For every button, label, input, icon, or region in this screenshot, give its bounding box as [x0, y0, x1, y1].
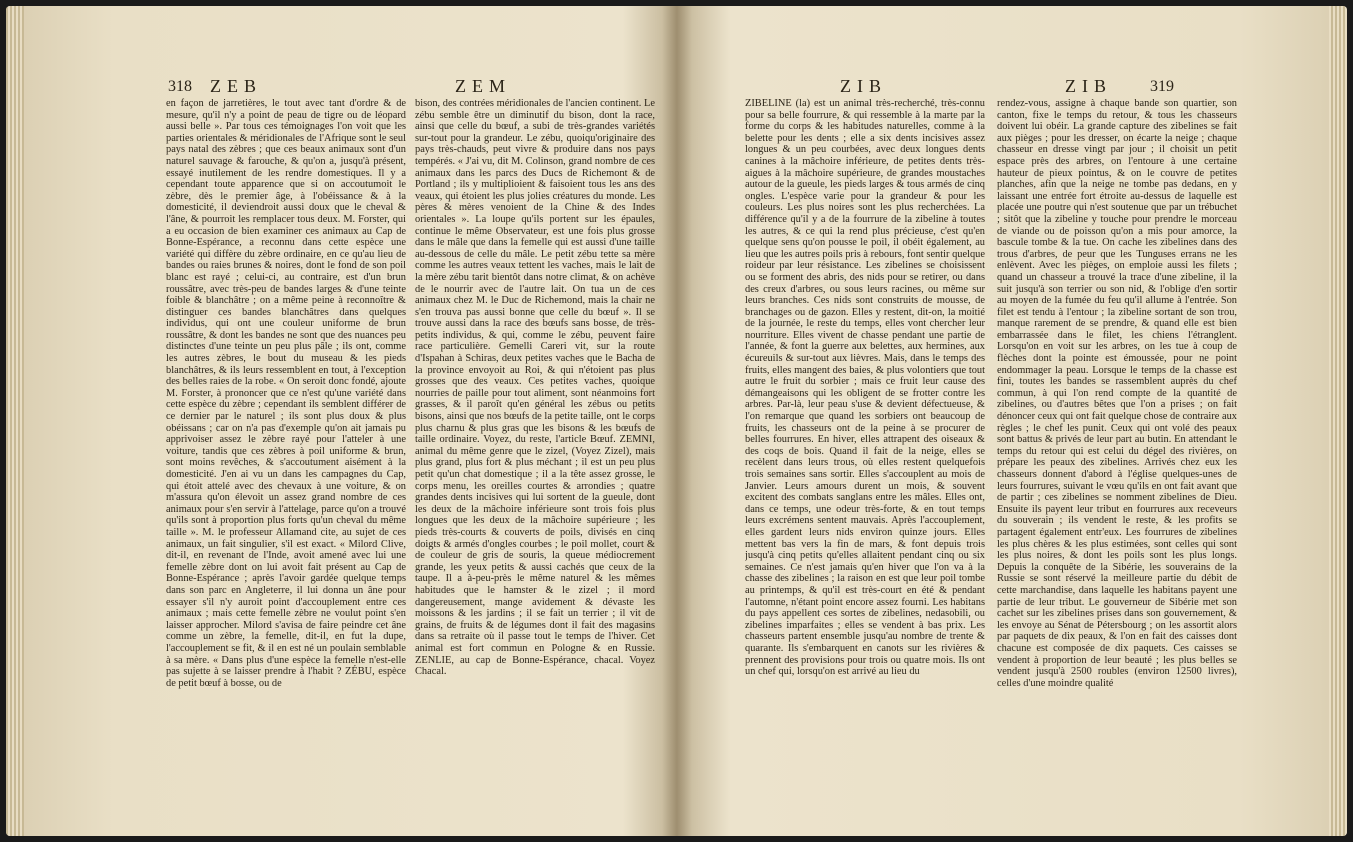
running-head-right-inner: ZIB	[840, 76, 887, 96]
book-gutter	[662, 6, 692, 836]
page-number-right: 319	[1150, 78, 1174, 95]
left-page-column-2	[415, 98, 655, 818]
page-number-left: 318	[168, 78, 192, 95]
running-head-left-outer: ZEB	[210, 76, 262, 96]
left-column-2-text: bison, des contrées méridionales de l'ancien continent. Le zébu semble être un diminutif du bison, dont la race, ainsi que celle du bœuf, a subi de très-grandes variétés sur-tout pour la grandeur. Le zébu, quoiqu'originaire des pays très-chauds, peut vivre & produire dans nos pays tempérés. « J'ai vu, dit M. Colinson, grand nombre de ces animaux dans les parcs des Ducs de Richemont & de Portland ; ils y multiplioient & faisoient tous les ans des veaux, qui étoient les plus jolies créatures du monde. Les pères & mères venoient de la Chine & des Indes orientales ». La loupe qu'ils portent sur les épaules, continue le même Observateur, est une fois plus grosse dans le mâle que dans la femelle qui est aussi d'une taille au-dessous de celle du mâle. Le petit zébu tette sa mère comme les autres veaux tettent les vaches, mais le lait de la mère zébu tarit bientôt dans notre climat, & on achève de le nourrir avec de l'autre lait. On tua un de ces animaux chez M. le Duc de Richemond, mais la chair ne s'en trouva pas aussi bonne que celle du bœuf ». Il se trouve aussi dans la race des bœufs sans bosse, de très-petits individus, & qui, comme le zébu, peuvent faire race particulière. Gemelli Careri vit, sur la route d'Ispahan à Schiras, deux petites vaches que le Bacha de la province envoyoit au Roi, & qui n'étoient pas plus grosses que des veaux. Ces petites vaches, quoique nourries de paille pour tout aliment, sont néanmoins fort grasses, & il paroît qu'en général les zébus ou petits bisons, ainsi que nos bœufs de la petite taille, ont le corps plus charnu & plus gras que les bisons & les bœufs de taille ordinaire. Voyez, du reste, l'article Bœuf. ZEMNI, animal du même genre que le zizel, (Voyez Zizel), mais plus grand, plus fort & plus méchant ; il est un peu plus petit qu'un chat domestique ; il a la tête assez grosse, le corps menu, les oreilles courtes & arrondies ; quatre grandes dents incisives qui lui sortent de la gueule, dont les deux de la mâchoire inférieure sont trois fois plus longues que les deux de la mâchoire supérieure ; les pieds très-courts & couverts de poils, divisés en cinq doigts & armés d'ongles courbes ; le poil mollet, court & de couleur de gris de souris, la queue médiocrement grande, les yeux petits & aussi cachés que ceux de la taupe. Il a à-peu-près le même naturel & les mêmes habitudes que le hamster & le zizel ; il mord dangereusement, mange avidement & dévaste les moissons & les jardins ; il se fait un terrier ; il vit de grains, de fruits & de légumes dont il fait des magasins dans sa retraite où il passe tout le temps de l'hiver. Cet animal est fort commun en Pologne & en Russie. ZENLIE, au cap de Bonne-Espérance, chacal. Voyez Chacal.	[415, 98, 655, 678]
right-page-edges	[1329, 6, 1347, 836]
running-head-left-inner: ZEM	[455, 76, 511, 96]
left-page-column-1	[166, 98, 406, 818]
right-page-column-1	[745, 98, 985, 818]
right-column-1-text: ZIBELINE (la) est un animal très-recherché, très-connu pour sa belle fourrure, & qui ressemble à la marte par la forme du corps & les habitudes naturelles, comme à la belette pour les dents ; elle a six dents incisives assez longues & un peu courbées, avec deux longues dents canines à la mâchoire inférieure, de petites dents très-aigues à la mâchoire supérieure, de grandes moustaches autour de la gueule, les pieds larges & tous armés de cinq ongles. L'espèce varie pour la grandeur & pour les couleurs. Les plus noires sont les plus recherchées. La différence qu'il y a de la fourrure de la zibeline à toutes les autres, & ce qui la rend plus précieuse, c'est qu'en quelque sens qu'on pousse le poil, il obéit également, au lieu que les autres poils pris à rebours, font sentir quelque roideur par leur résistance. Les zibelines se choisissent ou se forment des abris, des nids pour se retirer, ou dans des creux d'arbres, ou sous leurs racines, ou même sur leurs branches. Ces nids sont construits de mousse, de branchages ou de gazon. Elles y restent, dit-on, la moitié de la journée, le reste du temps, elles vont chercher leur nourriture. Elles vivent de chasse pendant une partie de l'année, & font la guerre aux belettes, aux hermines, aux écureuils & sur-tout aux lièvres. Mais, dans le temps des fruits, elles mangent des baies, & plus volontiers que tout autre le fruit du sorbier ; mais ce fruit leur cause des démangeaisons qui les obligent de se frotter contre les arbres. Par-là, leur peau s'use & devient défectueuse, & l'on remarque que quand les sorbiers ont beaucoup de fruits, les chasseurs ont de la peine à se procurer de belles fourrures. En hiver, elles attrapent des oiseaux & des coqs de bois. Quand il fait de la neige, elles se recèlent dans leurs trous, où elles restent quelquefois trois semaines sans sortir. Elles s'accouplent au mois de Janvier. Leurs amours durent un mois, & souvent excitent des combats sanglans entre les mâles. Elles ont, dans ce temps, une odeur très-forte, & en tout temps leurs excrémens sentent mauvais. Après l'accouplement, elles gardent leurs nids environ quinze jours. Elles mettent bas vers la fin de mars, & font depuis trois jusqu'à cinq petits qu'elles allaitent pendant cinq ou six semaines. Ce n'est jamais qu'en hiver que l'on va à la chasse des zibelines ; la raison en est que leur poil tombe au printemps, & qu'il est très-court en été & pendant l'automne, n'étant point encore assez fourni. Les habitans du pays appellent ces sortes de zibelines, nedasobili, ou zibelines imparfaites ; elles se vendent à bas prix. Les chasseurs partent ensemble jusqu'au nombre de trente & quarante. Ils s'embarquent en canots sur les rivières & prennent des provisions pour trois ou quatre mois. Ils ont un chef qui, lorsqu'on est arrivé au lieu du	[745, 98, 985, 678]
left-page-edges	[6, 6, 24, 836]
running-head-right-outer: ZIB	[1065, 76, 1112, 96]
left-column-1-text: en façon de jarretières, le tout avec tant d'ordre & de mesure, qu'il n'y a point de peau de tigre ou de léopard aussi belle ». Par tous ces témoignages l'on voit que les parties orientales & méridionales de l'Afrique sont le seul pays natal des zèbres ; que ces beaux animaux sont d'un naturel sauvage & farouche, & qu'on a, jusqu'à présent, essayé inutilement de les rendre domestiques. Il y a cependant toute apparence que si on accoutumoit le zèbre, dès le premier âge, à l'obéissance & à la domesticité, il deviendroit aussi doux que le cheval & l'âne, & pourroit les remplacer tous deux. M. Forster, qui a eu occasion de bien examiner ces animaux au Cap de Bonne-Espérance, a reconnu dans cette espèce une variété qui diffère du zèbre ordinaire, en ce qu'au lieu de bandes ou raies brunes & noires, dont le fond de son poil blanc est rayé ; celui-ci, au contraire, est d'un brun roussâtre, avec très-peu de bandes larges & d'une teinte foible & blanchâtre ; on a même peine à reconnoître & distinguer ces bandes blanchâtres dans quelques individus, qui ont une couleur uniforme de brun roussâtre, & dont les bandes ne sont que des nuances peu distinctes d'une teinte un peu plus pâle ; ils ont, comme les autres zèbres, le bout du museau & les pieds blanchâtres, & ils leurs ressemblent en tout, à l'exception des belles raies de la robe. « On seroit donc fondé, ajoute M. Forster, à prononcer que ce n'est qu'une variété dans cette espèce du zèbre ; cependant ils semblent différer de ce dernier par le naturel ; ils sont plus doux & plus obéissans ; car on n'a pas d'exemple qu'on ait jamais pu apprivoiser assez le zèbre rayé pour l'atteler à une voiture, tandis que ces zèbres à poil uniforme & brun, sont moins revêches, & s'accoutument aisément à la domesticité. J'en ai vu un dans les campagnes du Cap, qui étoit attelé avec des chevaux à une voiture, & on m'assura qu'on élevoit un assez grand nombre de ces animaux pour s'en servir à l'attelage, parce qu'on a trouvé qu'ils sont à proportion plus forts qu'un cheval du même taille ». M. le professeur Allamand cite, au sujet de ces animaux, un fait singulier, s'il est exact. « Milord Clive, dit-il, en revenant de l'Inde, avoit amené avec lui une femelle zèbre dont on lui avoit fait présent au Cap de Bonne-Espérance ; après l'avoir gardée quelque temps dans son parc en Angleterre, il lui donna un âne pour essayer s'il n'y auroit point d'accouplement entre ces animaux ; mais cette femelle zèbre ne voulut point s'en laisser approcher. Milord s'avisa de faire peindre cet âne comme un zèbre, la femelle, dit-il, en fut la dupe, l'accouplement se fit, & il en est né un poulain semblable à sa mère. « Dans plus d'une espèce la femelle n'est-elle pas sujette à se laisser prendre à l'habit ? ZÉBU, espèce de petit bœuf à bosse, ou de	[166, 98, 406, 689]
right-column-2-text: rendez-vous, assigne à chaque bande son quartier, son canton, fixe le temps du retour, & tous les chasseurs doivent lui obéir. La grande capture des zibelines se fait aux pièges ; pour les dresser, on écarte la neige ; chaque chasseur en dresse vingt par jour ; il choisit un petit espace près des arbres, on l'entoure à une certaine hauteur de pieux pointus, & on le couvre de petites planches, afin que la neige ne tombe pas dedans, en y laissant une entrée fort étroite au-dessus de laquelle est placée une poutre qui n'est soutenue que par un trébuchet ; sitôt que la zibeline y touche pour prendre le morceau de viande ou de poisson qu'on a mis pour amorce, la bascule tombe & la tue. On cache les zibelines dans des trous d'arbres, de peur que les Tunguses errans ne les enlèvent. Avec les pièges, on emploie aussi les filets ; quand un chasseur a trouvé la trace d'une zibeline, il la suit jusqu'à son terrier ou son nid, & l'oblige d'en sortir au moyen de la fumée du feu qu'il allume à l'entrée. Son filet est tendu à l'entour ; la zibeline sortant de son trou, manque rarement de se prendre, & quand elle est bien embarrassée dans le filet, les chiens l'étranglent. Lorsqu'on en voit sur les arbres, on les tue à coup de flèches dont la pointe est émoussée, pour ne point endommager la peau. Lorsque le temps de la chasse est fini, toutes les bandes se rassemblent auprès du chef commun, à qui l'on rend compte de la quantité de zibelines, ou d'autres bêtes que l'on a prises ; on fait dénoncer ceux qui ont fait quelque chose de contraire aux règles ; le chef les punit. Ceux qui ont volé des peaux sont battus & privés de leur part au butin. En attendant le temps du retour qui est celui du dégel des rivières, on prépare les peaux des zibelines. Arrivés chez eux les chasseurs donnent d'abord à l'église quelques-unes de leurs fourrures, suivant le vœu qu'ils en ont fait avant que de partir ; ces zibelines se nomment zibelines de Dieu. Ensuite ils payent leur tribut en fourrures aux receveurs du souverain ; ils vendent le reste, & les profits se partagent également entr'eux. Les fourrures de zibelines les plus chères & les plus estimées, sont celles qui sont les plus noires, & dont les poils sont les plus longs. Depuis la conquête de la Sibérie, les souverains de la Russie se sont réservé la meilleure partie du débit de cette marchandise, dans laquelle les habitans payent une partie de leur tribut. Le gouverneur de Sibérie met son cachet sur les zibelines prises dans son gouvernement, & les envoye au Sénat de Pétersbourg ; on les assortit alors par paquets de dix peaux, & l'on en fait des caisses dont chacune est composée de dix paquets. Ces caisses se vendent à proportion de leur beauté ; les plus belles se vendent jusqu'à 2500 roubles (environ 12500 livres), celles d'une moindre qualité	[997, 98, 1237, 689]
right-page-column-2	[997, 98, 1237, 818]
